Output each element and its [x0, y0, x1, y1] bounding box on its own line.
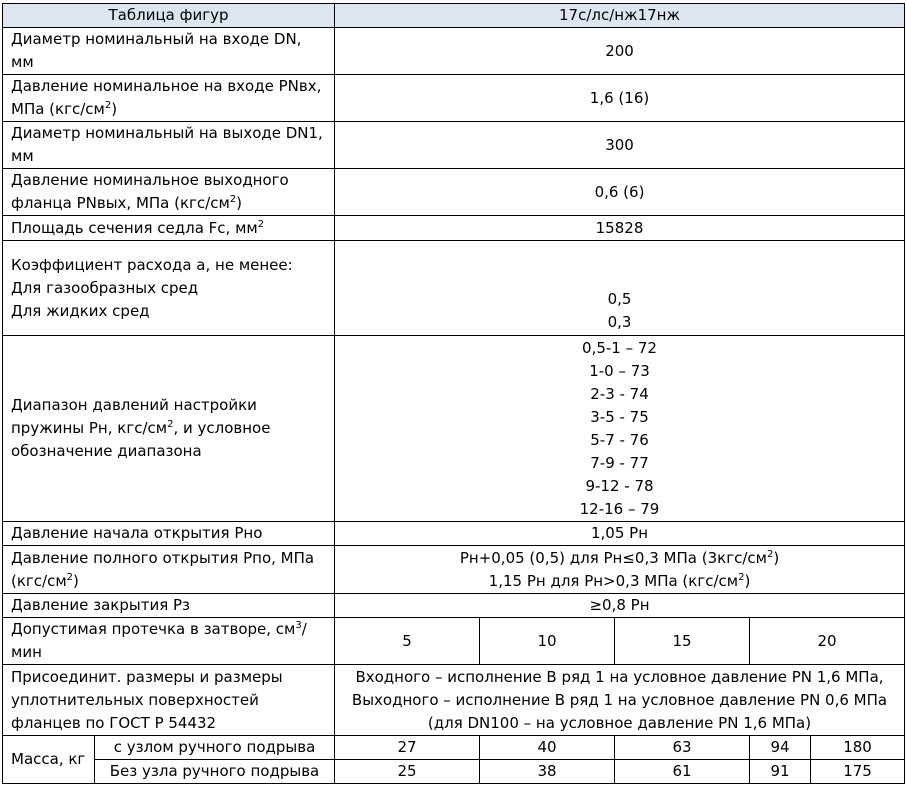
- row-open-full: [3, 546, 905, 594]
- mass-value: 61: [615, 760, 750, 784]
- spec-table: [2, 3, 905, 784]
- row-label: Диаметр номинальный на выходе DN1, мм: [3, 122, 335, 169]
- mass-value: 40: [480, 736, 615, 760]
- mass-value: 27: [335, 736, 480, 760]
- row-spring-range: [3, 336, 905, 522]
- mass-value: 94: [750, 736, 811, 759]
- row-value: 200: [335, 28, 905, 75]
- row-pn-in: [3, 75, 905, 122]
- row-mass-with: [3, 736, 905, 760]
- mass-value: [750, 736, 905, 760]
- row-value: 1,6 (16): [335, 75, 905, 122]
- header-right: 17с/лс/нж17нж: [335, 4, 905, 28]
- row-dn-out: [3, 122, 905, 169]
- row-value: 300: [335, 122, 905, 169]
- header-left: Таблица фигур: [3, 4, 335, 28]
- header-row: [3, 4, 905, 28]
- row-flow-coef: [3, 241, 905, 336]
- mass-value: 63: [615, 736, 750, 760]
- row-value: Входного – исполнение В ряд 1 на условное давление PN 1,6 МПа, Выходного – исполнение В ряд 1 на условное давление PN 0,6 МПа (для DN100 – на условное давление PN 1,6 МПа): [335, 665, 905, 736]
- row-label: Допустимая протечка в затворе, $см^3$/мин: [3, 618, 335, 665]
- mass-without-label: Без узла ручного подрыва: [95, 760, 335, 784]
- row-open-start: [3, 522, 905, 546]
- row-label: [3, 241, 335, 336]
- leak-value: 10: [480, 618, 615, 665]
- mass-value: 38: [480, 760, 615, 784]
- row-label: Присоединит. размеры и размеры уплотнительных поверхностей фланцев по ГОСТ Р 54432: [3, 665, 335, 736]
- row-dn-in: [3, 28, 905, 75]
- row-value: Рн+0,05 (0,5) для Рн≤0,3 МПа $(3кгс/см^2)$ 1,15 Рн для Рн>0,3 МПа $(кгс/см^2)$: [335, 546, 905, 594]
- flow-label-lines: Коэффициент расхода а, не менее: Для газообразных сред Для жидких сред: [11, 255, 293, 320]
- row-leak: [3, 618, 905, 665]
- row-value: 0,5 0,3: [335, 241, 905, 336]
- leak-value: 20: [750, 618, 905, 665]
- spring-values: 0,5-1 – 72 1-0 – 73 2-3 - 74 3-5 - 75 5-7 - 76 7-9 - 77 9-12 - 78 12-16 – 79: [579, 338, 660, 518]
- row-value: ≥0,8 Рн: [335, 594, 905, 618]
- mass-value: 91: [750, 760, 811, 783]
- leak-value: 15: [615, 618, 750, 665]
- mass-label: Масса, кг: [3, 736, 95, 784]
- row-value: 0,6 (6): [335, 169, 905, 216]
- mass-with-label: с узлом ручного подрыва: [95, 736, 335, 760]
- mass-value: 25: [335, 760, 480, 784]
- mass-value: 175: [843, 762, 872, 780]
- row-label: Давление полного открытия Рпо, МПа $(кгс/см^2)$: [3, 546, 335, 594]
- row-flanges: [3, 665, 905, 736]
- row-mass-without: [3, 760, 905, 784]
- row-close: [3, 594, 905, 618]
- row-label: Давление номинальное выходного фланца PNвых, МПа $(кгс/см^2)$: [3, 169, 335, 216]
- row-label: Давление закрытия Рз: [3, 594, 335, 618]
- leak-value: 5: [335, 618, 480, 665]
- row-seat-area: [3, 216, 905, 241]
- row-pn-out: [3, 169, 905, 216]
- row-label: Давление номинальное на входе PNвх, МПа $(кгс/см^2)$: [3, 75, 335, 122]
- row-value: 1,05 Рн: [335, 522, 905, 546]
- mass-value: 180: [843, 738, 872, 756]
- row-label: Диаметр номинальный на входе DN, мм: [3, 28, 335, 75]
- row-value: [335, 336, 905, 522]
- row-value: 15828: [335, 216, 905, 241]
- mass-value: [750, 760, 905, 784]
- row-label: Площадь сечения седла Fc, $мм^2$: [3, 216, 335, 241]
- row-label: Давление начала открытия Рно: [3, 522, 335, 546]
- row-label: Диапазон давлений настройки пружины Рн, кгс/$см^2$, и условное обозначение диапазона: [3, 336, 335, 522]
